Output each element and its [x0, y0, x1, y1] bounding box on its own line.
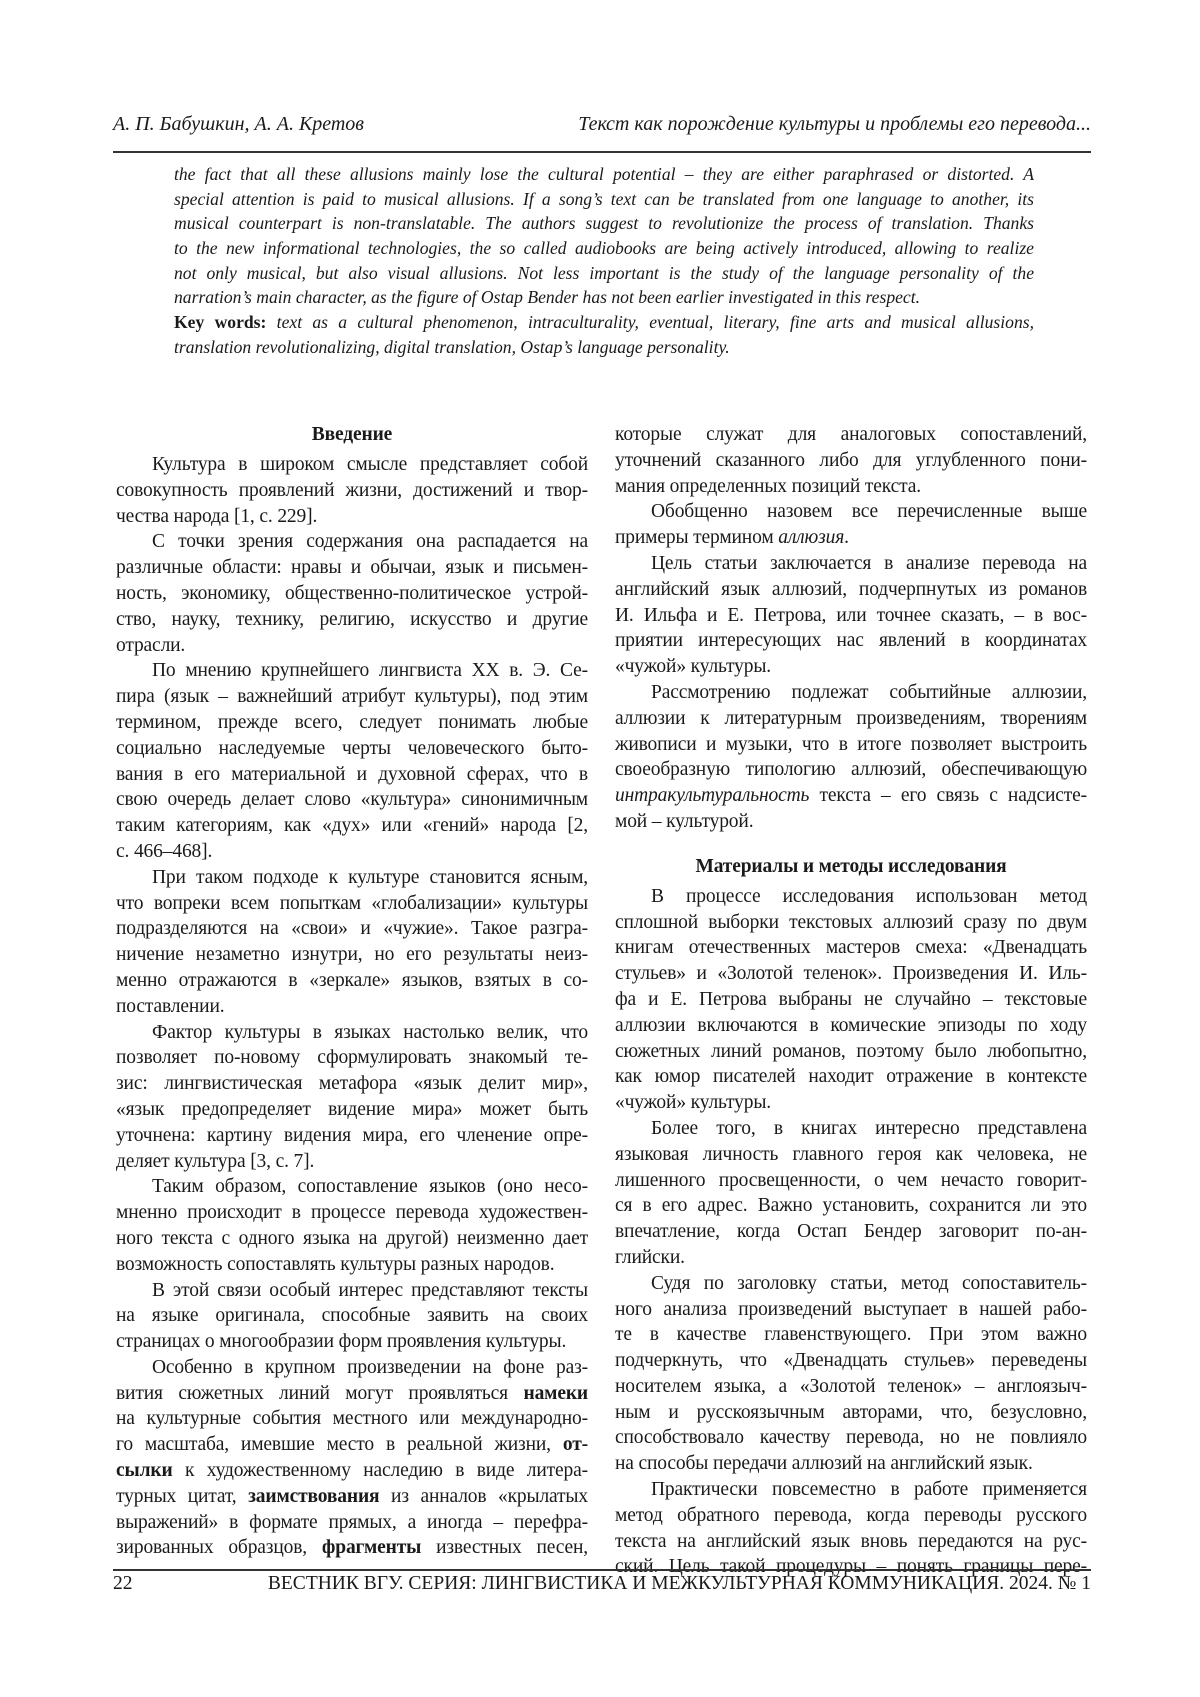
running-head: [113, 110, 1091, 138]
text-line: При таком подходе к культуре становится ясным,: [116, 865, 588, 891]
text-line: термином, прежде всего, следует понимать любые: [116, 710, 588, 736]
footer-rule: [113, 1569, 1091, 1571]
keywords-text: text as a cultural phenomenon, intraculturality, eventual, literary, fine arts and musical allusions,: [266, 312, 1034, 332]
text-line: Особенно в крупном произведении на фоне раз-: [116, 1355, 588, 1381]
text-line: как юмор писателей находит отражение в контексте: [615, 1064, 1087, 1090]
text-line: менно отражаются в «зеркале» языков, взятых в со-: [116, 968, 588, 994]
text-line: Фактор культуры в языках настолько велик, что: [116, 1020, 588, 1046]
paragraph: [116, 1174, 588, 1277]
text-line: аллюзии включаются в комические эпизоды по ходу: [615, 1013, 1087, 1039]
paragraph: [116, 1355, 588, 1561]
text-line: «чужой» культуры.: [615, 654, 1087, 680]
text-line: языковая личность главного героя как человека, не: [615, 1142, 1087, 1168]
text-line: позволяет по-новому сформулировать знакомый те-: [116, 1045, 588, 1071]
left-column: [116, 422, 588, 1561]
page-number: 22: [113, 1573, 133, 1595]
text-run: .: [844, 527, 849, 548]
text-line: Рассмотрению подлежат событийные аллюзии,: [615, 680, 1087, 706]
keywords-line: [174, 310, 1034, 335]
text-line: на культурные события местного или международно-: [116, 1406, 588, 1432]
journal-title: ВЕСТНИК ВГУ. СЕРИЯ: ЛИНГВИСТИКА И МЕЖКУЛЬТУРНАЯ КОММУНИКАЦИЯ. 2024. № 1: [268, 1573, 1091, 1595]
text-line: Таким образом, сопоставление языков (оно несо-: [116, 1174, 588, 1200]
text-line: совокупность проявлений жизни, достижений и твор-: [116, 478, 588, 504]
text-line: «язык предопределяет видение мира» может быть: [116, 1097, 588, 1123]
abstract: [174, 162, 1034, 360]
paragraph: [615, 499, 1087, 551]
paragraph: [116, 658, 588, 864]
text-line: По мнению крупнейшего лингвиста XX в. Э. Се-: [116, 658, 588, 684]
text-line: «чужой» культуры.: [615, 1090, 1087, 1116]
text-line: С точки зрения содержания она распадается на: [116, 529, 588, 555]
paragraph: [615, 1477, 1087, 1580]
text-run: зированных образцов,: [116, 1537, 322, 1558]
text-line: мой – культурой.: [615, 809, 1087, 835]
text-line: носителем языка, а «Золотой теленок» – англоязыч-: [615, 1374, 1087, 1400]
text-run: турных цитат,: [116, 1486, 248, 1507]
text-run: текста – его связь с надсисте-: [809, 785, 1087, 806]
paragraph: [116, 1020, 588, 1175]
text-line: сюжетных линий романов, поэтому было любопытно,: [615, 1039, 1087, 1065]
text-line: свою очередь делает слово «культура» синонимичным: [116, 787, 588, 813]
text-run: из анналов «крылатых: [379, 1486, 588, 1507]
text-line: живописи и музыки, что в итоге позволяет выстроить: [615, 732, 1087, 758]
italic-term: аллюзия: [778, 527, 844, 548]
text-line: [615, 525, 1087, 551]
running-head-title: Текст как порождение культуры и проблемы его перевода...: [578, 113, 1091, 136]
text-line: сплошной выборки текстовых аллюзий сразу по двум: [615, 910, 1087, 936]
text-line: вания в его материальной и духовной сферах, что в: [116, 762, 588, 788]
text-line: глийски.: [615, 1245, 1087, 1271]
paragraph: [615, 1116, 1087, 1271]
text-line: социально наследуемые черты человеческого быто-: [116, 736, 588, 762]
text-line: ство, науку, технику, религию, искусство и другие: [116, 607, 588, 633]
section-heading: Введение: [116, 422, 588, 452]
footer: [113, 1573, 1091, 1595]
text-run: вития сюжетных линий могут проявляться: [116, 1383, 524, 1404]
text-line: [116, 1458, 588, 1484]
abstract-line: narration’s main character, as the figure of Ostap Bender has not been earlier investigated in this respect.: [174, 285, 1034, 310]
text-run: го масштаба, имевшие место в реальной жизни,: [116, 1434, 563, 1455]
text-line: Судя по заголовку статьи, метод сопоставитель-: [615, 1271, 1087, 1297]
text-line: на способы передачи аллюзий на английский язык.: [615, 1451, 1087, 1477]
text-line: Обобщенно назовем все перечисленные выше: [615, 499, 1087, 525]
paragraph: [116, 452, 588, 529]
text-line: ного анализа произведений выступает в нашей рабо-: [615, 1297, 1087, 1323]
text-line: деляет культура [3, с. 7].: [116, 1149, 588, 1175]
text-line: ного текста с одного языка на другой) неизменно дает: [116, 1226, 588, 1252]
text-line: Культура в широком смысле представляет собой: [116, 452, 588, 478]
keywords-label: Key words:: [174, 312, 266, 332]
text-line: чества народа [1, с. 229].: [116, 504, 588, 530]
bold-term: намеки: [524, 1383, 589, 1404]
text-line: способствовало качеству перевода, но не повлияло: [615, 1425, 1087, 1451]
abstract-line: musical counterpart is non-translatable. The authors suggest to revolutionize the process of translation. Thanks: [174, 211, 1034, 236]
text-line: [116, 1484, 588, 1510]
text-line: зис: лингвистическая метафора «язык делит мир»,: [116, 1071, 588, 1097]
bold-term: заимствования: [248, 1486, 379, 1507]
text-line: [116, 1535, 588, 1561]
text-line: таким категориям, как «дух» или «гений» народа [2,: [116, 813, 588, 839]
text-line: книгам отечественных мастеров смеха: «Двенадцать: [615, 935, 1087, 961]
text-line: пира (язык – важнейший атрибут культуры), под этим: [116, 684, 588, 710]
paragraph: [116, 1278, 588, 1355]
abstract-line: the fact that all these allusions mainly lose the cultural potential – they are either paraphrased or distorted. A: [174, 162, 1034, 187]
text-line: Практически повсеместно в работе применяется: [615, 1477, 1087, 1503]
paragraph: [615, 680, 1087, 835]
bold-term: сылки: [116, 1460, 173, 1481]
text-line: что вопреки всем попыткам «глобализации» культуры: [116, 891, 588, 917]
paragraph: [615, 884, 1087, 1116]
text-line: ным и русскоязычным авторами, что, безусловно,: [615, 1400, 1087, 1426]
text-line: с. 466–468].: [116, 839, 588, 865]
paragraph: [116, 865, 588, 1020]
text-line: английский язык аллюзий, подчерпнутых из романов: [615, 577, 1087, 603]
text-line: уточнений сказанного либо для углубленного пони-: [615, 448, 1087, 474]
paragraph: [615, 551, 1087, 680]
text-run: известных песен,: [421, 1537, 588, 1558]
text-line: мненно происходит в процессе перевода художествен-: [116, 1200, 588, 1226]
text-line: возможность сопоставлять культуры разных народов.: [116, 1252, 588, 1278]
section-heading: Материалы и методы исследования: [615, 854, 1087, 884]
text-line: фа и Е. Петрова выбраны не случайно – текстовые: [615, 987, 1087, 1013]
text-line: поставлении.: [116, 994, 588, 1020]
bold-term: фрагменты: [322, 1537, 421, 1558]
italic-term: интракультуральность: [615, 785, 809, 806]
text-line: те в качестве главенствующего. При этом важно: [615, 1322, 1087, 1348]
text-line: ский. Цель такой процедуры – понять границы пере-: [615, 1554, 1087, 1580]
text-line: различные области: нравы и обычаи, язык и письмен-: [116, 555, 588, 581]
text-line: И. Ильфа и Е. Петрова, или точнее сказать, – в вос-: [615, 603, 1087, 629]
text-run: примеры термином: [615, 527, 778, 548]
text-line: Цель статьи заключается в анализе перевода на: [615, 551, 1087, 577]
text-line: на языке оригинала, способные заявить на своих: [116, 1303, 588, 1329]
running-head-authors: А. П. Бабушкин, А. А. Кретов: [113, 113, 364, 136]
text-line: подразделяются на «свои» и «чужие». Такое разгра-: [116, 916, 588, 942]
text-line: ность, экономику, общественно-политическое устрой-: [116, 581, 588, 607]
right-column: [615, 422, 1087, 1580]
text-line: Более того, в книгах интересно представлена: [615, 1116, 1087, 1142]
text-line: текста на английский язык вновь передаются на рус-: [615, 1529, 1087, 1555]
header-rule: [113, 151, 1091, 153]
abstract-line: to the new informational technologies, the so called audiobooks are being actively introduced, allowing to realize: [174, 236, 1034, 261]
abstract-line: not only musical, but also visual allusions. Not less important is the study of the language personality of the: [174, 261, 1034, 286]
text-line: мания определенных позиций текста.: [615, 474, 1087, 500]
text-line: которые служат для аналоговых сопоставлений,: [615, 422, 1087, 448]
text-line: метод обратного перевода, когда переводы русского: [615, 1503, 1087, 1529]
paragraph: [615, 422, 1087, 499]
text-line: [116, 1432, 588, 1458]
text-line: своеобразную типологию аллюзий, обеспечивающую: [615, 757, 1087, 783]
text-line: [116, 1381, 588, 1407]
text-line: аллюзии к литературным произведениям, творениям: [615, 706, 1087, 732]
text-line: приятии интересующих нас явлений в координатах: [615, 628, 1087, 654]
text-line: В процессе исследования использован метод: [615, 884, 1087, 910]
text-line: подчеркнуть, что «Двенадцать стульев» переведены: [615, 1348, 1087, 1374]
bold-term: от-: [563, 1434, 588, 1455]
text-line: впечатление, когда Остап Бендер заговорит по-ан-: [615, 1219, 1087, 1245]
paragraph: [116, 529, 588, 658]
text-line: В этой связи особый интерес представляют тексты: [116, 1278, 588, 1304]
text-line: уточнена: картину видения мира, его членение опре-: [116, 1123, 588, 1149]
abstract-text: [174, 162, 1034, 310]
text-line: страницах о многообразии форм проявления культуры.: [116, 1329, 588, 1355]
paragraph: [615, 1271, 1087, 1477]
keywords-line: translation revolutionalizing, digital translation, Ostap’s language personality.: [174, 335, 1034, 360]
text-run: к художественному наследию в виде литера-: [173, 1460, 588, 1481]
text-line: выражений» в формате прямых, а иногда – перефра-: [116, 1510, 588, 1536]
text-line: стульев» и «Золотой теленок». Произведения И. Иль-: [615, 961, 1087, 987]
text-line: отрасли.: [116, 633, 588, 659]
text-line: лишенного просвещенности, о чем нечасто говорит-: [615, 1168, 1087, 1194]
abstract-line: special attention is paid to musical allusions. If a song’s text can be translated from one language to another, its: [174, 187, 1034, 212]
text-line: ся в его адрес. Важно установить, сохранится ли это: [615, 1193, 1087, 1219]
text-line: ничение незаметно изнутри, но его результаты неиз-: [116, 942, 588, 968]
text-line: [615, 783, 1087, 809]
